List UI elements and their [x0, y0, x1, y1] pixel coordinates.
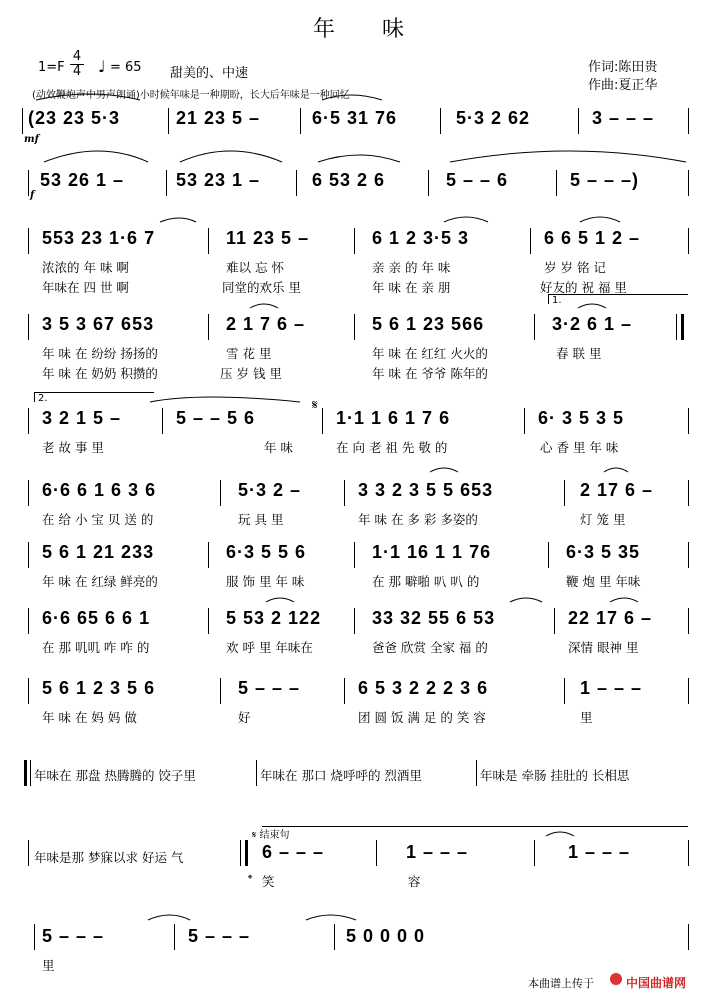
measure: 53 23 1 – [176, 170, 261, 190]
style-marking: 甜美的、中速 [170, 66, 249, 81]
slur [322, 95, 382, 100]
measure: 3 3 2 3 5 5 653 [358, 480, 494, 500]
lyric: 年 味 在 爷爷 陈年的 [372, 366, 488, 381]
lyric: 好友的 祝 福 里 [540, 280, 627, 295]
measure: 6 53 2 6 [312, 170, 386, 190]
lyric: 年 味 在 纷纷 扬扬的 [42, 346, 158, 361]
slur [430, 468, 458, 472]
intro-note: (动效鞭炮声中男声朗诵)小时候年味是一种期盼，长大后年味是一种回忆 [32, 90, 350, 101]
measure: 6· 3 5 3 5 [538, 408, 625, 428]
lyric: 里 [42, 958, 55, 973]
measure: 1·1 16 1 1 76 [372, 542, 492, 562]
measure: 5 53 2 122 [226, 608, 322, 628]
lyric: 雪 花 里 [226, 346, 272, 361]
measure: 5 – – – [188, 926, 251, 946]
slur [44, 151, 148, 162]
lyric: 年 味 在 妈 妈 做 [42, 710, 137, 725]
slur [36, 94, 140, 100]
slur [450, 151, 686, 162]
lyric: 鞭 炮 里 年味 [566, 574, 641, 589]
recitation-line: 年味在 那口 烧呼呼的 烈酒里 [260, 768, 422, 783]
lyric: 容 [408, 874, 421, 889]
measure: 6 5 3 2 2 2 3 6 [358, 678, 489, 698]
lyric: 里 [580, 710, 593, 725]
lyric: 玩 具 里 [238, 512, 284, 527]
measure: 6·5 31 76 [312, 108, 398, 128]
lyric: 年味在 四 世 啊 [42, 280, 129, 295]
lyric: 团 圆 饭 满 足 的 笑 容 [358, 710, 486, 725]
measure: 553 23 1·6 7 [42, 228, 156, 248]
measure: 5·3 2 62 [456, 108, 531, 128]
dynamic-mark: mf [24, 134, 39, 145]
site-logo: 中国曲谱网 [626, 976, 687, 990]
measure: 6·3 5 35 [566, 542, 641, 562]
composer: 作曲:夏正华 [588, 78, 658, 93]
key-signature: 1=F [38, 60, 65, 75]
lyric: 欢 呼 里 年味在 [226, 640, 313, 655]
measure: 5·3 2 – [238, 480, 302, 500]
measure: (23 23 5·3 [28, 108, 121, 128]
coda-icon: 𝄌 [248, 872, 253, 886]
lyric: 在 向 老 祖 先 敬 的 [336, 440, 448, 455]
upload-text: 本曲谱上传于 [528, 977, 594, 990]
lyric: 难以 忘 怀 [226, 260, 284, 275]
measure: 5 – – 5 6 [176, 408, 256, 428]
measure: 2 17 6 – [580, 480, 654, 500]
recitation-line: 年味是 牵肠 挂肚的 长相思 [480, 768, 630, 783]
lyric: 压 岁 钱 里 [220, 366, 282, 381]
lyric: 同堂的欢乐 里 [222, 280, 301, 295]
measure: 11 23 5 – [226, 228, 310, 248]
measure: 5 6 1 21 233 [42, 542, 155, 562]
lyric: 年 味 在 奶奶 积攒的 [42, 366, 158, 381]
measure: 2 1 7 6 – [226, 314, 306, 334]
lyric: 服 饰 里 年 味 [226, 574, 305, 589]
slur [610, 598, 638, 602]
slur [148, 915, 190, 920]
measure: 1·1 1 6 1 7 6 [336, 408, 451, 428]
measure: 5 – – – [238, 678, 301, 698]
lyric: 笑 [262, 874, 275, 889]
dynamic-mark: f [30, 190, 35, 201]
lyric: 爸爸 欣赏 全家 福 的 [372, 640, 488, 655]
slur [580, 217, 620, 222]
measure: 5 – – 6 [446, 170, 509, 190]
lyric: 年 味 在 红绿 鲜亮的 [42, 574, 158, 589]
measure: 1 – – – [580, 678, 643, 698]
coda-label: 𝄋 结束句 [252, 830, 290, 841]
lyric: 灯 笼 里 [580, 512, 626, 527]
lyric: 好 [238, 710, 251, 725]
measure: 1 – – – [406, 842, 469, 862]
slur [250, 304, 278, 308]
slur [578, 304, 606, 308]
lyric: 春 联 里 [556, 346, 602, 361]
measure: 5 6 1 23 566 [372, 314, 485, 334]
measure: 6 6 5 1 2 – [544, 228, 641, 248]
lyric: 年 味 在 亲 朋 [372, 280, 451, 295]
quarter-note-icon: ♩ [98, 57, 106, 76]
measure: 6 1 2 3·5 3 [372, 228, 470, 248]
lyric: 在 给 小 宝 贝 送 的 [42, 512, 154, 527]
tempo: = 65 [110, 60, 142, 75]
segno-icon: 𝄋 [312, 398, 318, 413]
lyric: 年 味 [264, 440, 293, 455]
measure: 6·6 65 6 6 1 [42, 608, 151, 628]
slur [546, 832, 574, 836]
measure: 3 – – – [592, 108, 655, 128]
time-bottom: 4 [70, 64, 84, 79]
volta-2: 2. [38, 393, 48, 404]
measure: 6·6 6 1 6 3 6 [42, 480, 157, 500]
lyric: 亲 亲 的 年 味 [372, 260, 451, 275]
measure: 3 5 3 67 653 [42, 314, 155, 334]
measure: 22 17 6 – [568, 608, 653, 628]
lyric: 在 那 噼啪 叭 叭 的 [372, 574, 480, 589]
lyric: 在 那 叽叽 咋 咋 的 [42, 640, 150, 655]
measure: 5 0 0 0 0 [346, 926, 426, 946]
lyric: 年 味 在 红红 火火的 [372, 346, 488, 361]
lyric: 老 故 事 里 [42, 440, 104, 455]
slur [318, 155, 400, 162]
measure: 33 32 55 6 53 [372, 608, 496, 628]
lyric: 岁 岁 铭 记 [544, 260, 606, 275]
lyric: 年 味 在 多 彩 多姿的 [358, 512, 478, 527]
measure: 3 2 1 5 – [42, 408, 122, 428]
measure: 3·2 6 1 – [552, 314, 633, 334]
time-top: 4 [72, 49, 82, 64]
slur [180, 151, 282, 162]
measure: 21 23 5 – [176, 108, 261, 128]
slur [266, 598, 294, 602]
measure: 5 6 1 2 3 5 6 [42, 678, 156, 698]
lyric: 浓浓的 年 味 啊 [42, 260, 129, 275]
lyric: 深情 眼神 里 [568, 640, 639, 655]
recitation-line: 年味是那 梦寐以求 好运 气 [34, 850, 184, 865]
measure: 5 – – –) [570, 170, 640, 190]
slur [604, 468, 628, 472]
measure: 6·3 5 5 6 [226, 542, 307, 562]
measure: 1 – – – [568, 842, 631, 862]
lyric: 心 香 里 年 味 [540, 440, 619, 455]
recitation-line: 年味在 那盘 热腾腾的 饺子里 [34, 768, 196, 783]
measure: 5 – – – [42, 926, 105, 946]
volta-1: 1. [552, 295, 562, 306]
slur [306, 915, 356, 920]
slur [510, 598, 542, 602]
measure: 53 26 1 – [40, 170, 125, 190]
lyricist: 作词:陈田贵 [588, 60, 658, 75]
measure: 6 – – – [262, 842, 325, 862]
slur [444, 217, 488, 222]
page-title: 年 味 [312, 17, 405, 42]
slur [150, 397, 300, 402]
slur [160, 218, 196, 222]
